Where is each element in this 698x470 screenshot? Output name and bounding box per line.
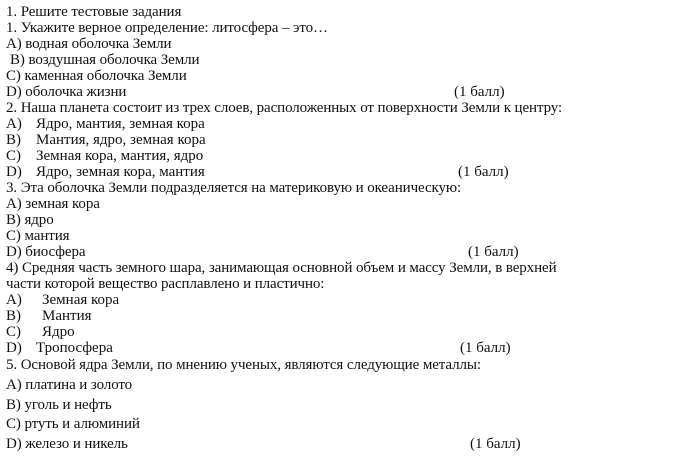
question-1-text: 1. Укажите верное определение: литосфера – это… xyxy=(6,20,328,36)
option-key: A) xyxy=(6,116,22,132)
question-1-option-c xyxy=(6,68,187,84)
question-3-option-c xyxy=(6,228,69,244)
option-key: A) xyxy=(6,36,22,52)
option-text: каменная оболочка Земли xyxy=(24,68,187,84)
question-4-option-a xyxy=(6,292,119,308)
question-5-option-d xyxy=(6,436,128,452)
question-5-points: (1 балл) xyxy=(470,436,521,452)
question-5-text: 5. Основой ядра Земли, по мнению ученых, являются следующие металлы: xyxy=(6,357,481,373)
question-4-text-line-2: части которой вещество расплавлено и пластично: xyxy=(6,276,325,292)
option-text: водная оболочка Земли xyxy=(25,36,172,52)
option-text: биосфера xyxy=(25,244,86,260)
option-text: уголь и нефть xyxy=(24,397,112,413)
question-2-option-a xyxy=(6,116,205,132)
question-2-option-d xyxy=(6,164,205,180)
option-text: платина и золото xyxy=(25,377,133,393)
option-key: B) xyxy=(6,212,21,228)
question-4-option-c xyxy=(6,324,75,340)
option-text: ядро xyxy=(24,212,54,228)
option-text: железо и никель xyxy=(25,436,128,452)
option-text: Тропосфера xyxy=(36,340,113,356)
question-3-points: (1 балл) xyxy=(468,244,519,260)
option-text: Земная кора xyxy=(42,292,120,308)
question-2-text: 2. Наша планета состоит из трех слоев, расположенных от поверхности Земли к центру: xyxy=(6,100,563,116)
option-key: C) xyxy=(6,148,21,164)
option-text: мантия xyxy=(24,228,70,244)
option-key: D) xyxy=(6,436,22,452)
option-key: D) xyxy=(6,84,22,100)
option-text: Ядро, земная кора, мантия xyxy=(36,164,205,180)
option-key: B) xyxy=(6,308,21,324)
question-4-option-b xyxy=(6,308,92,324)
question-5-option-a xyxy=(6,377,132,393)
option-text: оболочка жизни xyxy=(25,84,127,100)
option-key: A) xyxy=(6,196,22,212)
question-3-option-a xyxy=(6,196,100,212)
option-key: A) xyxy=(6,377,22,393)
option-text: Земная кора, мантия, ядро xyxy=(36,148,204,164)
question-2-option-b xyxy=(6,132,206,148)
option-key: D) xyxy=(6,340,22,356)
question-1-option-a xyxy=(6,36,171,52)
option-text: Мантия xyxy=(42,308,92,324)
question-1-points: (1 балл) xyxy=(454,84,505,100)
option-key: D) xyxy=(6,244,22,260)
option-text: воздушная оболочка Земли xyxy=(28,52,200,68)
question-4-points: (1 балл) xyxy=(460,340,511,356)
option-text: Ядро xyxy=(42,324,75,340)
question-4-text-line-1: 4) Средняя часть земного шара, занимающая основной объем и массу Земли, в верхней xyxy=(6,260,557,276)
option-key: C) xyxy=(6,68,21,84)
option-text: Ядро, мантия, земная кора xyxy=(36,116,205,132)
question-3-option-b xyxy=(6,212,54,228)
question-5-option-b xyxy=(6,397,112,413)
question-5-option-c xyxy=(6,416,140,432)
question-3-text: 3. Эта оболочка Земли подразделяется на материковую и океаническую: xyxy=(6,180,462,196)
option-key: C) xyxy=(6,324,21,340)
option-text: Мантия, ядро, земная кора xyxy=(36,132,206,148)
question-1-option-b xyxy=(10,52,199,68)
option-text: земная кора xyxy=(25,196,100,212)
option-key: B) xyxy=(6,132,21,148)
question-1-option-d xyxy=(6,84,126,100)
option-key: C) xyxy=(6,416,21,432)
page-heading: 1. Решите тестовые задания xyxy=(6,4,182,20)
option-key: D) xyxy=(6,164,22,180)
question-2-option-c xyxy=(6,148,203,164)
option-key: B) xyxy=(6,397,21,413)
option-key: C) xyxy=(6,228,21,244)
question-4-option-d xyxy=(6,340,113,356)
option-text: ртуть и алюминий xyxy=(24,416,140,432)
option-key: A) xyxy=(6,292,22,308)
question-3-option-d xyxy=(6,244,85,260)
question-2-points: (1 балл) xyxy=(458,164,509,180)
option-key: B) xyxy=(10,52,25,68)
